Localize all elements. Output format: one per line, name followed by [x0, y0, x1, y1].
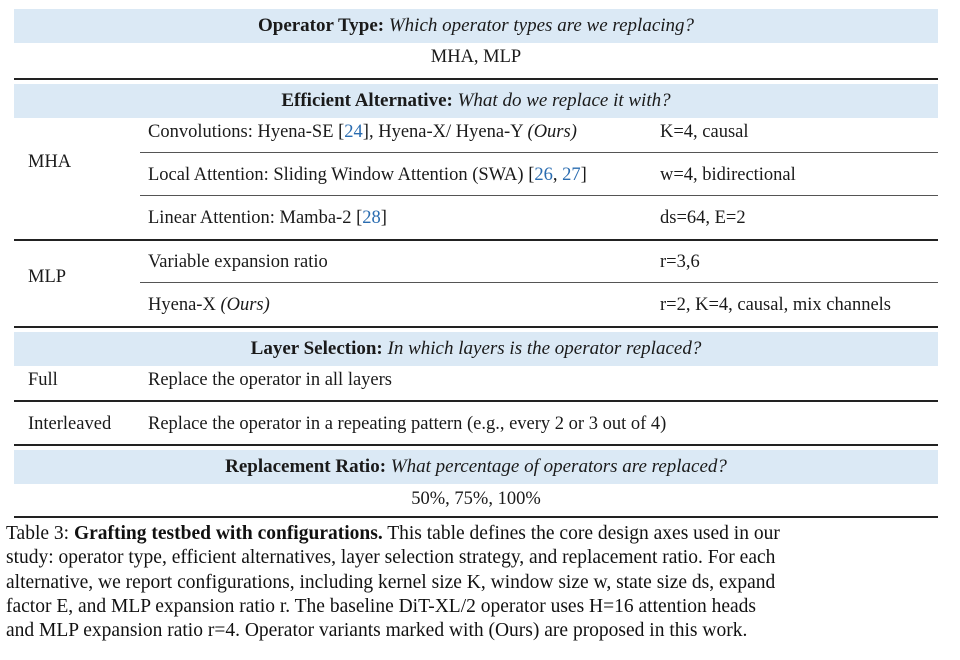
operator-type-values: MHA, MLP	[430, 47, 522, 67]
divider	[14, 516, 938, 518]
alternative-cell: Convolutions: Hyena-SE [24], Hyena-X/ Hyena-Y (Ours)	[148, 122, 577, 142]
alternative-cell: Local Attention: Sliding Window Attention (SWA) [26, 27]	[148, 165, 587, 185]
alternative-cell: Linear Attention: Mamba-2 [28]	[148, 208, 387, 228]
citation-link: 24	[344, 122, 363, 142]
layer-desc-interleaved: Replace the operator in a repeating pattern (e.g., every 2 or 3 out of 4)	[148, 414, 667, 434]
layer-label-interleaved: Interleaved	[28, 414, 112, 434]
config-cell: r=3,6	[660, 252, 700, 272]
caption-bold: Grafting testbed with configurations.	[73, 523, 383, 544]
layer-selection-title: Layer Selection:	[250, 338, 383, 359]
caption-prefix: Table 3:	[6, 523, 74, 544]
divider	[14, 400, 938, 402]
caption-line: study: operator type, efficient alternatives, layer selection strategy, and replacement ratio. For each	[6, 547, 776, 569]
divider	[140, 195, 938, 196]
divider	[14, 444, 938, 446]
caption-line: factor E, and MLP expansion ratio r. The baseline DiT-XL/2 operator uses H=16 attention heads	[6, 595, 757, 617]
citation-link: 26	[534, 165, 553, 185]
efficient-alternative-title: Efficient Alternative:	[281, 90, 453, 111]
alternative-cell: Hyena-X (Ours)	[148, 295, 270, 315]
replacement-ratio-question: What percentage of operators are replaced?	[390, 456, 727, 477]
group-label-mlp: MLP	[28, 267, 67, 287]
divider	[140, 282, 938, 283]
config-cell: w=4, bidirectional	[660, 165, 796, 185]
operator-type-header	[14, 9, 938, 43]
divider	[140, 152, 938, 153]
divider	[14, 239, 938, 241]
divider	[14, 78, 938, 80]
config-cell: K=4, causal	[660, 122, 749, 142]
caption-line: and MLP expansion ratio r=4. Operator variants marked with (Ours) are proposed in this work.	[6, 620, 748, 642]
config-cell: r=2, K=4, causal, mix channels	[660, 295, 891, 315]
caption-line: This table defines the core design axes used in our	[382, 523, 780, 544]
citation-link: 27	[562, 165, 581, 185]
operator-type-question: Which operator types are we replacing?	[388, 15, 695, 36]
replacement-ratio-title: Replacement Ratio:	[225, 456, 387, 477]
efficient-alternative-question: What do we replace it with?	[457, 90, 671, 111]
group-label-mha: MHA	[28, 152, 72, 172]
layer-desc-full: Replace the operator in all layers	[148, 370, 392, 390]
replacement-ratio-header	[14, 450, 938, 484]
alternative-cell: Variable expansion ratio	[148, 252, 328, 272]
config-cell: ds=64, E=2	[660, 208, 746, 228]
layer-selection-question: In which layers is the operator replaced?	[387, 338, 702, 359]
layer-selection-header	[14, 332, 938, 366]
efficient-alternative-header	[14, 84, 938, 118]
divider	[14, 326, 938, 328]
operator-type-title: Operator Type:	[257, 15, 385, 36]
table-caption	[6, 522, 954, 643]
replacement-ratio-values: 50%, 75%, 100%	[411, 489, 541, 509]
layer-label-full: Full	[28, 370, 58, 390]
citation-link: 28	[362, 208, 381, 228]
caption-line: alternative, we report configurations, including kernel size K, window size w, state size ds, expand	[6, 571, 776, 593]
